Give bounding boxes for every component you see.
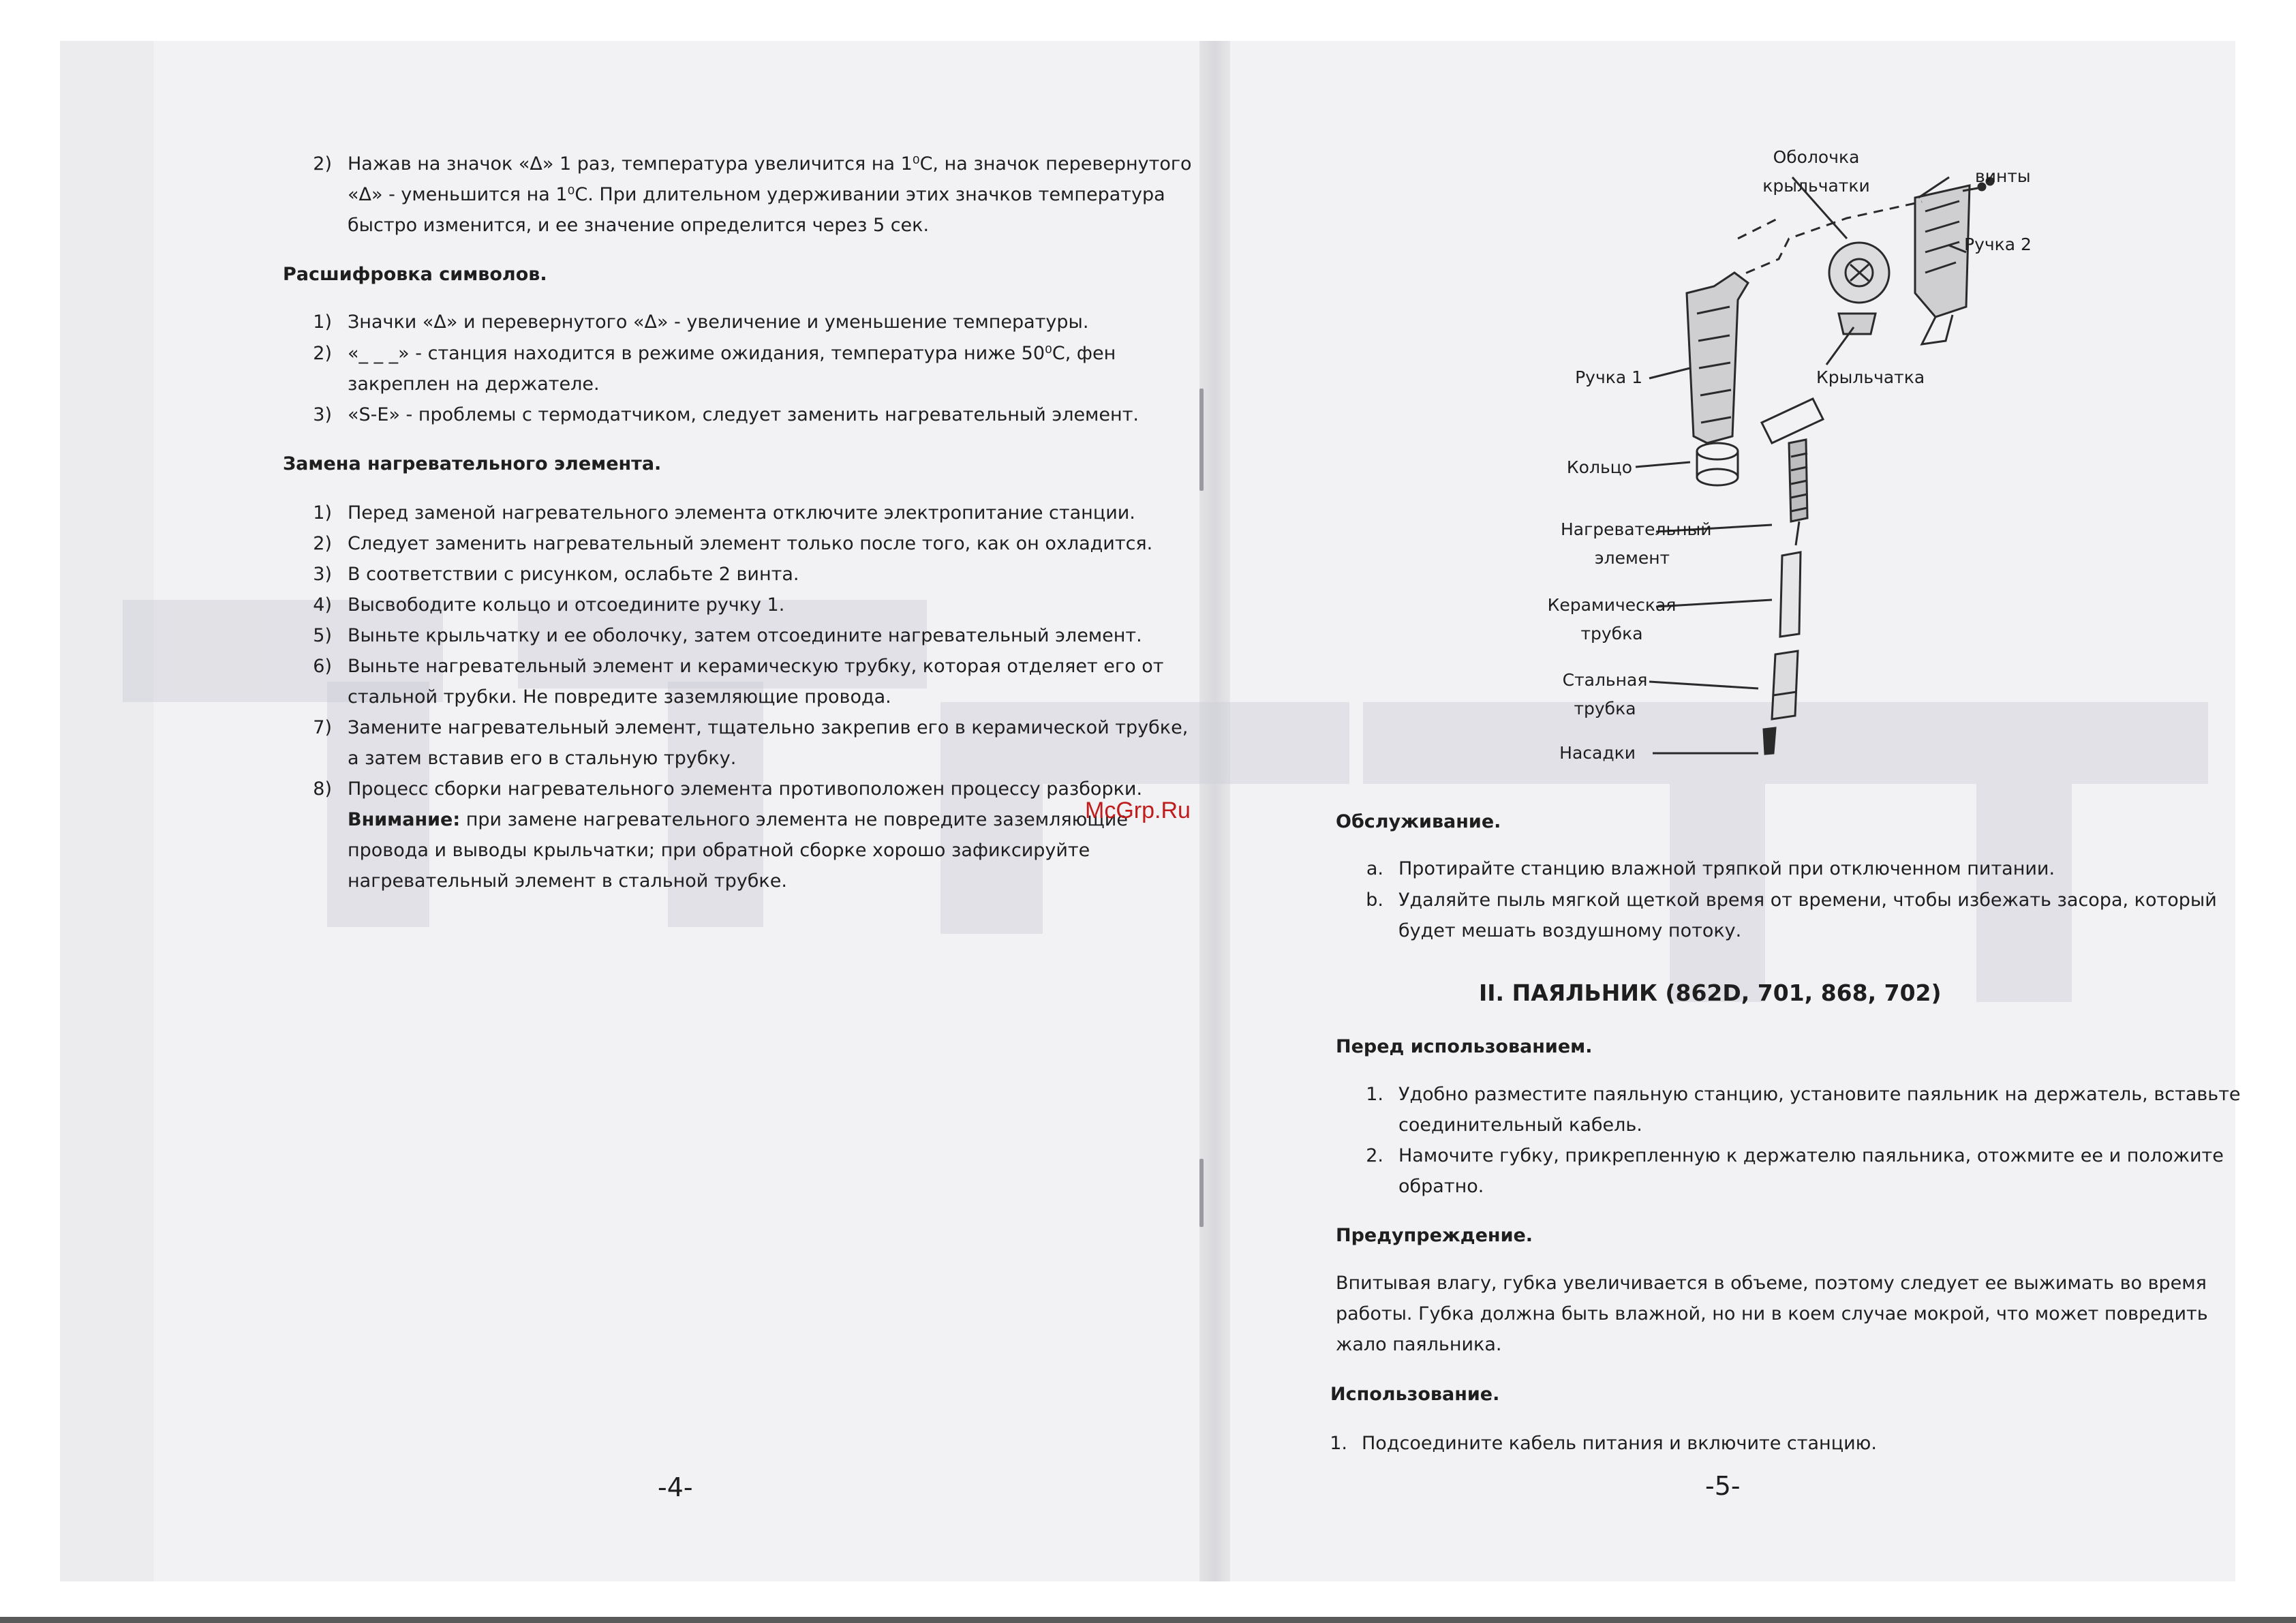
intro-item-line: быстро изменится, и ее значение определится через 5 сек.: [348, 215, 930, 236]
attention-line: провода и выводы крыльчатки; при обратной сборке хорошо зафиксируйте: [348, 840, 1090, 861]
replace-step-number: 5): [313, 625, 332, 646]
service-item-line: Протирайте станцию влажной тряпкой при отключенном питании.: [1398, 858, 2055, 879]
replace-step-number: 6): [313, 656, 332, 677]
label-handle-2: Ручка 2: [1964, 234, 2032, 254]
label-steel-line-2: трубка: [1574, 699, 1636, 718]
label-handle-1: Ручка 1: [1575, 367, 1642, 387]
service-item-number: b.: [1366, 890, 1383, 911]
symbol-item-line: Значки «Δ» и перевернутого «Δ» - увеличение и уменьшение температуры.: [348, 312, 1089, 333]
symbol-item-line: «S-E» - проблемы с термодатчиком, следует заменить нагревательный элемент.: [348, 404, 1139, 425]
steel-tube-drawing: [1772, 651, 1798, 719]
before-item-line: обратно.: [1398, 1176, 1484, 1197]
replace-step-line: Выньте нагревательный элемент и керамическую трубку, которая отделяет его от: [348, 656, 1164, 677]
before-item-line: Удобно разместите паяльную станцию, установите паяльник на держатель, вставьте: [1398, 1084, 2241, 1105]
attention-line: при замене нагревательного элемента не повредите заземляющие: [460, 809, 1128, 830]
staple-bottom: [1199, 1159, 1204, 1227]
replace-heading: Замена нагревательного элемента.: [283, 453, 662, 474]
label-shell-line-2: крыльчатки: [1762, 176, 1870, 196]
before-item-number: 2.: [1366, 1145, 1383, 1166]
service-item-number: a.: [1366, 858, 1383, 879]
replace-step-line: Процесс сборки нагревательного элемента противоположен процессу разборки.: [348, 778, 1143, 800]
impeller-shell-drawing: [1829, 243, 1889, 303]
attention-label: Внимание:: [348, 809, 461, 830]
label-heater-line-2: элемент: [1594, 548, 1670, 568]
warning-line: работы. Губка должна быть влажной, но ни в коем случае мокрой, что может повредить: [1336, 1303, 2208, 1324]
before-item-line: Намочите губку, прикрепленную к держателю паяльника, отожмите ее и положите: [1398, 1145, 2224, 1166]
label-screws: винты: [1975, 166, 2031, 186]
warning-line: Впитывая влагу, губка увеличивается в объеме, поэтому следует ее выжимать во время: [1336, 1273, 2207, 1294]
service-heading: Обслуживание.: [1336, 811, 1501, 832]
staple-top: [1199, 389, 1204, 491]
handle-1-drawing: [1687, 273, 1748, 443]
symbol-item-number: 2): [313, 343, 332, 364]
intro-item-line: Нажав на значок «Δ» 1 раз, температура увеличится на 1⁰С, на значок перевернутого: [348, 153, 1192, 175]
label-steel-line-1: Стальная: [1562, 670, 1648, 690]
symbol-item-line: закреплен на держателе.: [348, 374, 600, 395]
intro-item-line: «Δ» - уменьшится на 1⁰С. При длительном удерживании этих значков температура: [348, 184, 1165, 205]
symbol-item-number: 1): [313, 312, 332, 333]
page-number-left: -4-: [658, 1472, 693, 1502]
before-item-line: соединительный кабель.: [1398, 1114, 1642, 1136]
heater-drawing: [1762, 399, 1823, 545]
usage-item-number: 1.: [1330, 1433, 1347, 1454]
before-item-number: 1.: [1366, 1084, 1383, 1105]
label-nozzles: Насадки: [1559, 743, 1636, 763]
replace-step-line: стальной трубки. Не повредите заземляющие провода.: [348, 686, 891, 708]
label-heater-line-1: Нагревательный: [1561, 519, 1712, 539]
service-item-line: Удаляйте пыль мягкой щеткой время от времени, чтобы избежать засора, который: [1398, 890, 2217, 911]
replace-step-line: Замените нагревательный элемент, тщательно закрепив его в керамической трубке,: [348, 717, 1189, 738]
mcgrp-watermark: McGrp.Ru: [1085, 798, 1191, 823]
replace-step-line: Следует заменить нагревательный элемент только после того, как он охладится.: [348, 533, 1153, 554]
bottom-edge-bar: [0, 1617, 2296, 1623]
warning-line: жало паяльника.: [1336, 1334, 1502, 1355]
ring-drawing: [1697, 443, 1738, 485]
replace-step-number: 2): [313, 533, 332, 554]
label-ring: Кольцо: [1566, 457, 1632, 477]
label-ceramic-line-1: Керамическая: [1547, 595, 1677, 615]
replace-step-number: 1): [313, 502, 332, 524]
impeller-drawing: [1839, 314, 1876, 334]
label-ceramic-line-2: трубка: [1580, 624, 1643, 643]
warning-heading: Предупреждение.: [1336, 1225, 1533, 1246]
before-use-heading: Перед использованием.: [1336, 1036, 1593, 1057]
page-number-right: -5-: [1705, 1471, 1741, 1501]
replace-step-line: Перед заменой нагревательного элемента отключите электропитание станции.: [348, 502, 1135, 524]
replace-step-number: 4): [313, 594, 332, 616]
section-title-soldering-iron: II. ПАЯЛЬНИК (862D, 701, 868, 702): [1479, 980, 1942, 1006]
label-impeller: Крыльчатка: [1816, 367, 1925, 387]
attention-note: [348, 804, 1128, 835]
label-shell-line-1: Оболочка: [1773, 147, 1860, 167]
ceramic-tube-drawing: [1780, 552, 1801, 637]
service-item-line: будет мешать воздушному потоку.: [1398, 920, 1742, 941]
intro-item-number: 2): [313, 153, 332, 175]
usage-heading: Использование.: [1330, 1384, 1500, 1405]
handle-2-drawing: [1915, 185, 1970, 344]
attention-line: нагревательный элемент в стальной трубке.: [348, 870, 787, 892]
replace-step-line: Выньте крыльчатку и ее оболочку, затем отсоедините нагревательный элемент.: [348, 625, 1142, 646]
replace-step-number: 8): [313, 778, 332, 800]
replace-step-line: В соответствии с рисунком, ослабьте 2 винта.: [348, 564, 799, 585]
symbols-heading: Расшифровка символов.: [283, 264, 547, 285]
nozzle-drawing: [1764, 728, 1775, 754]
replace-step-number: 3): [313, 564, 332, 585]
symbol-item-line: «_ _ _» - станция находится в режиме ожидания, температура ниже 50⁰С, фен: [348, 343, 1116, 364]
usage-item-line: Подсоедините кабель питания и включите станцию.: [1362, 1433, 1877, 1454]
replace-step-line: Высвободите кольцо и отсоедините ручку 1.: [348, 594, 785, 616]
symbol-item-number: 3): [313, 404, 332, 425]
booklet-spine: [1199, 41, 1230, 1581]
replace-step-number: 7): [313, 717, 332, 738]
replace-step-line: а затем вставив его в стальную трубку.: [348, 748, 737, 769]
